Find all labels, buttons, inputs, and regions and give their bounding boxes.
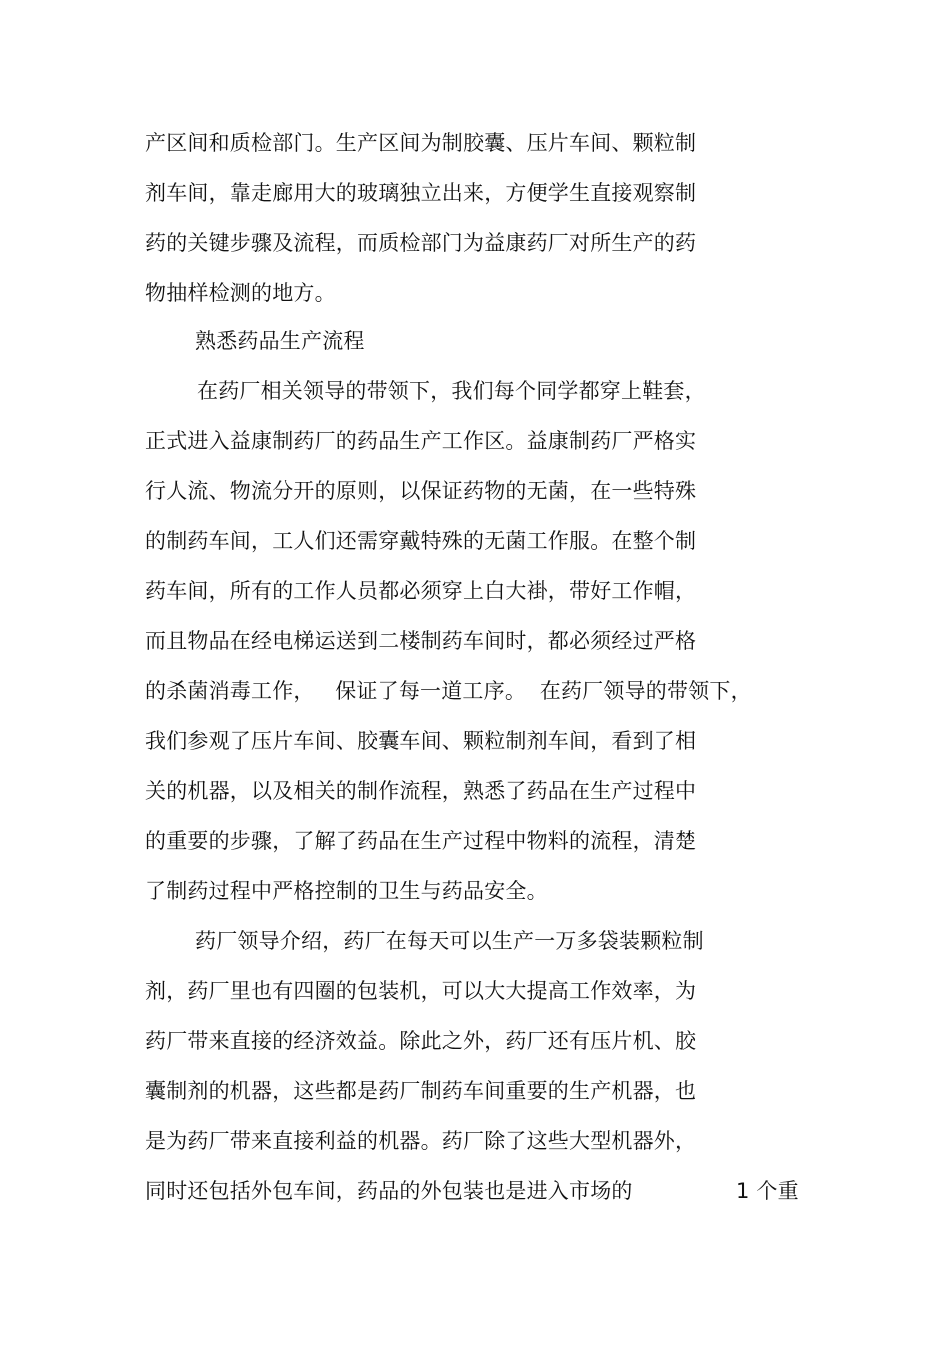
text-line-3: 药的关键步骤及流程，而质检部门为益康药厂对所生产的药 — [145, 231, 697, 255]
text-line-16: 了制药过程中严格控制的卫生与药品安全。 — [145, 879, 548, 903]
text-line-18: 剂，药厂里也有四圈的包装机，可以大大提高工作效率，为 — [145, 979, 697, 1003]
text-line-1: 产区间和质检部门。生产区间为制胶囊、压片车间、颗粒制 — [145, 131, 697, 155]
text-line-4: 物抽样检测的地方。 — [145, 281, 336, 305]
text-line-17: 药厂领导介绍，药厂在每天可以生产一万多袋装颗粒制 — [195, 929, 704, 953]
text-line-7: 正式进入益康制药厂的药品生产工作区。益康制药厂严格实 — [145, 429, 697, 453]
text-line-19: 药厂带来直接的经济效益。除此之外，药厂还有压片机、胶 — [145, 1029, 697, 1053]
text-line-15: 的重要的步骤，了解了药品在生产过程中物料的流程，清楚 — [145, 829, 697, 853]
text-line-2: 剂车间，靠走廊用大的玻璃独立出来，方便学生直接观察制 — [145, 181, 697, 205]
section-heading: 熟悉药品生产流程 — [195, 329, 365, 353]
text-line-11: 而且物品在经电梯运送到二楼制药车间时，都必须经过严格 — [145, 629, 697, 653]
text-line-12: 的杀菌消毒工作， 保证了每一道工序。 在药厂领导的带领下， — [145, 679, 752, 703]
text-line-22-tail: 1 个重 — [736, 1179, 799, 1203]
text-line-20: 囊制剂的机器，这些都是药厂制药车间重要的生产机器，也 — [145, 1079, 697, 1103]
text-line-6: 在药厂相关领导的带领下，我们每个同学都穿上鞋套， — [197, 379, 706, 403]
text-line-9: 的制药车间，工人们还需穿戴特殊的无菌工作服。在整个制 — [145, 529, 697, 553]
text-line-21: 是为药厂带来直接利益的机器。药厂除了这些大型机器外， — [145, 1129, 697, 1153]
text-line-8: 行人流、物流分开的原则，以保证药物的无菌，在一些特殊 — [145, 479, 697, 503]
text-line-10: 药车间，所有的工作人员都必须穿上白大褂，带好工作帽， — [145, 579, 697, 603]
text-line-14: 关的机器，以及相关的制作流程，熟悉了药品在生产过程中 — [145, 779, 697, 803]
text-line-22: 同时还包括外包车间，药品的外包装也是进入市场的 — [145, 1179, 633, 1203]
text-line-13: 我们参观了压片车间、胶囊车间、颗粒制剂车间，看到了相 — [145, 729, 697, 753]
